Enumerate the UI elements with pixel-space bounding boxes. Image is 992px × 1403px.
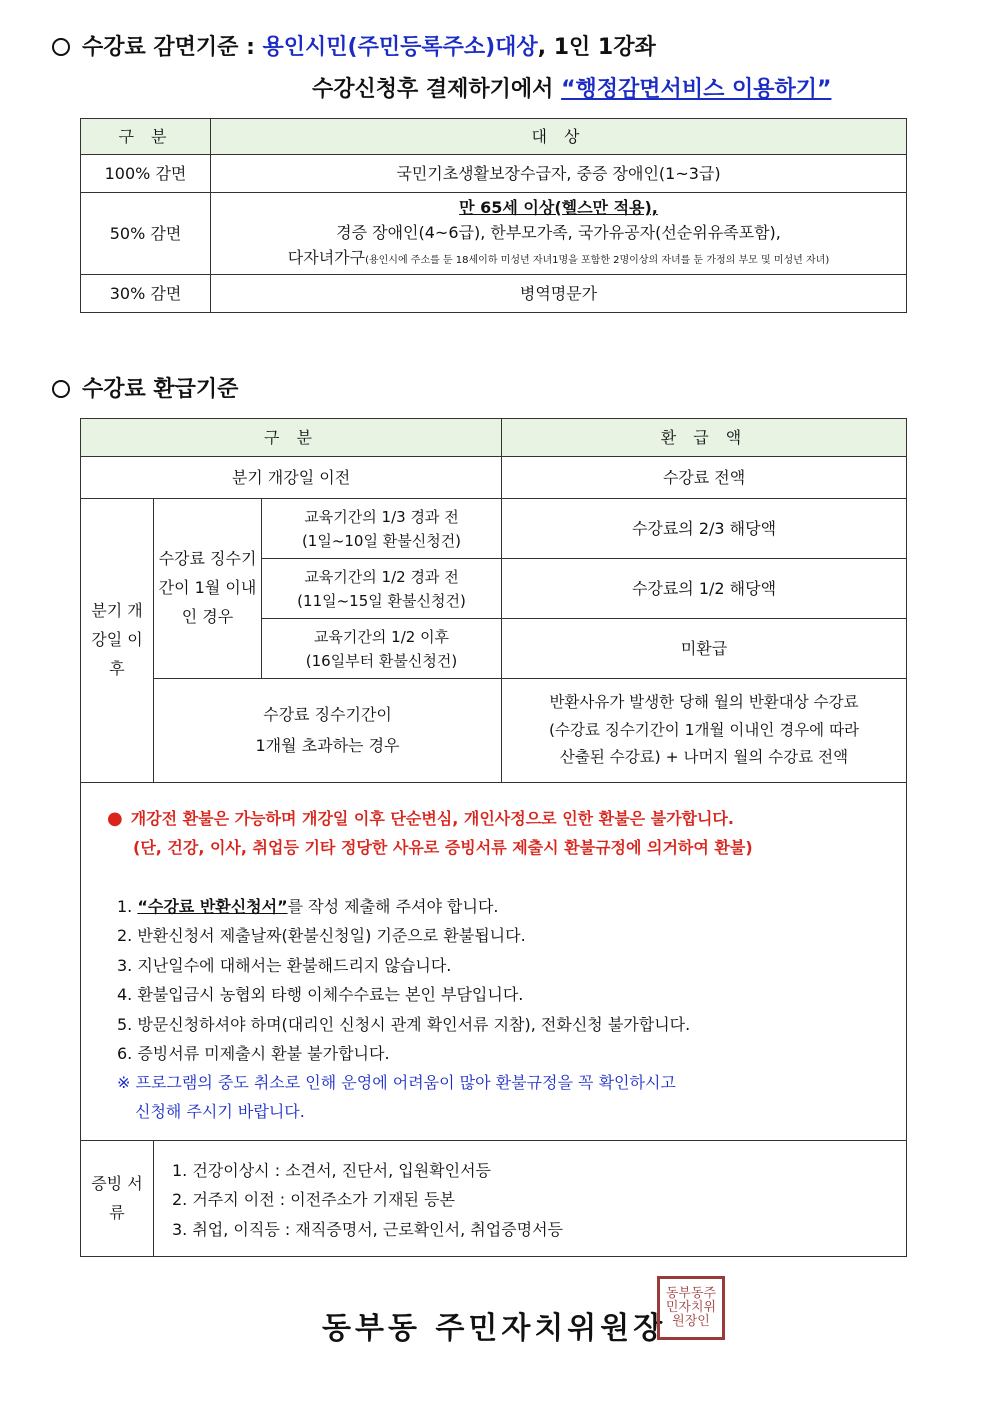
rule-5: 5. 방문신청하셔야 하며(대리인 신청시 관계 확인서류 지참), 전화신청 불가합니다. — [117, 1015, 691, 1034]
target-residents: 용인시민(주민등록주소)대상 — [262, 35, 538, 60]
doc-item-1: 1. 건강이상시 : 소견서, 진단서, 입원확인서등 — [172, 1161, 492, 1180]
rule-1: 1. “수강료 반환신청서”를 작성 제출해 주셔야 합니다. — [117, 897, 499, 916]
caution-line-1: ※ 프로그램의 중도 취소로 인해 운영에 어려움이 많아 환불규정을 꼭 확인하시고 — [117, 1073, 676, 1092]
rule-6: 6. 증빙서류 미제출시 환불 불가합니다. — [117, 1044, 390, 1063]
refund-header-category: 구 분 — [81, 419, 502, 457]
section1-title: 수강료 감면기준 : 용인시민(주민등록주소)대상, 1인 1강좌 — [52, 30, 656, 61]
multi-child-line: 다자녀가구(용인시에 주소를 둔 18세이하 미성년 자녀1명을 포함한 2명이상의 자녀를 둔 가정의 부모 및 미성년 자녀) — [287, 247, 830, 267]
notice-line-2: (단, 건강, 이사, 취업등 기타 정당한 사유로 증빙서류 제출시 환불규정에 의거하여 환불) — [133, 838, 753, 857]
circle-bullet-icon — [52, 380, 70, 398]
discount-category-100: 100% 감면 — [81, 155, 211, 193]
disabled-family-line: 경증 장애인(4~6급), 한부모가족, 국가유공자(선순위유족포함), — [336, 223, 781, 243]
official-seal-icon: 동부동주민자치위원장인 — [657, 1276, 725, 1340]
discount-header-category: 구 분 — [81, 119, 211, 155]
refund-form-name: “수강료 반환신청서” — [137, 897, 288, 916]
discount-header-target: 대 상 — [211, 119, 907, 155]
circle-bullet-icon — [52, 38, 70, 56]
period-after-half: 교육기간의 1/2 이후 (16일부터 환불신청건) — [262, 619, 502, 679]
section2-title: 수강료 환급기준 — [52, 372, 238, 403]
docs-label: 증빙 서류 — [81, 1141, 154, 1257]
discount-target-100: 국민기초생활보장수급자, 중증 장애인(1~3급) — [211, 155, 907, 193]
discount-table — [80, 118, 907, 313]
before-opening-label: 분기 개강일 이전 — [81, 457, 502, 499]
within-one-month-label: 수강료 징수기간이 1월 이내인 경우 — [154, 499, 262, 679]
refund-amount-two-thirds: 수강료의 2/3 해당액 — [502, 499, 907, 559]
over-one-month-label: 수강료 징수기간이 1개월 초과하는 경우 — [154, 679, 502, 783]
red-dot-icon: ● — [107, 808, 123, 829]
caution-line-2: 신청해 주시기 바랍니다. — [135, 1102, 305, 1121]
refund-amount-none: 미환급 — [502, 619, 907, 679]
after-opening-label: 분기 개강일 이후 — [81, 499, 154, 783]
rule-3: 3. 지난일수에 대해서는 환불해드리지 않습니다. — [117, 956, 452, 975]
rule-4: 4. 환불입금시 농협외 타행 이체수수료는 본인 부담입니다. — [117, 985, 524, 1004]
section1-subtitle: 수강신청후 결제하기에서 “행정감면서비스 이용하기” — [312, 77, 832, 102]
doc-item-3: 3. 취업, 이직등 : 재직증명서, 근로확인서, 취업증명서등 — [172, 1220, 564, 1239]
signature: 동부동 주민자치위원장 — [322, 1311, 667, 1346]
doc-item-2: 2. 거주지 이전 : 이전주소가 기재된 등본 — [172, 1190, 456, 1209]
refund-header-amount: 환 급 액 — [502, 419, 907, 457]
admin-discount-service-link: “행정감면서비스 이용하기” — [561, 77, 832, 102]
period-one-half: 교육기간의 1/2 경과 전 (11일~15일 환불신청건) — [262, 559, 502, 619]
before-opening-amount: 수강료 전액 — [502, 457, 907, 499]
senior-65-line: 만 65세 이상(헬스만 적용), — [459, 198, 658, 218]
discount-target-50 — [211, 193, 907, 275]
refund-amount-one-half: 수강료의 1/2 해당액 — [502, 559, 907, 619]
discount-category-30: 30% 감면 — [81, 275, 211, 313]
period-one-third: 교육기간의 1/3 경과 전 (1일~10일 환불신청건) — [262, 499, 502, 559]
discount-target-30: 병역명문가 — [211, 275, 907, 313]
discount-category-50: 50% 감면 — [81, 193, 211, 275]
notice-line-1: ● 개강전 환불은 가능하며 개강일 이후 단순변심, 개인사정으로 인한 환불은 불가합니다. — [107, 808, 734, 829]
rule-2: 2. 반환신청서 제출날짜(환불신청일) 기준으로 환불됩니다. — [117, 926, 526, 945]
over-one-month-amount: 반환사유가 발생한 당해 월의 반환대상 수강료 (수강료 징수기간이 1개월 이내인 경우에 따라 산출된 수강료) + 나머지 월의 수강료 전액 — [502, 679, 907, 783]
